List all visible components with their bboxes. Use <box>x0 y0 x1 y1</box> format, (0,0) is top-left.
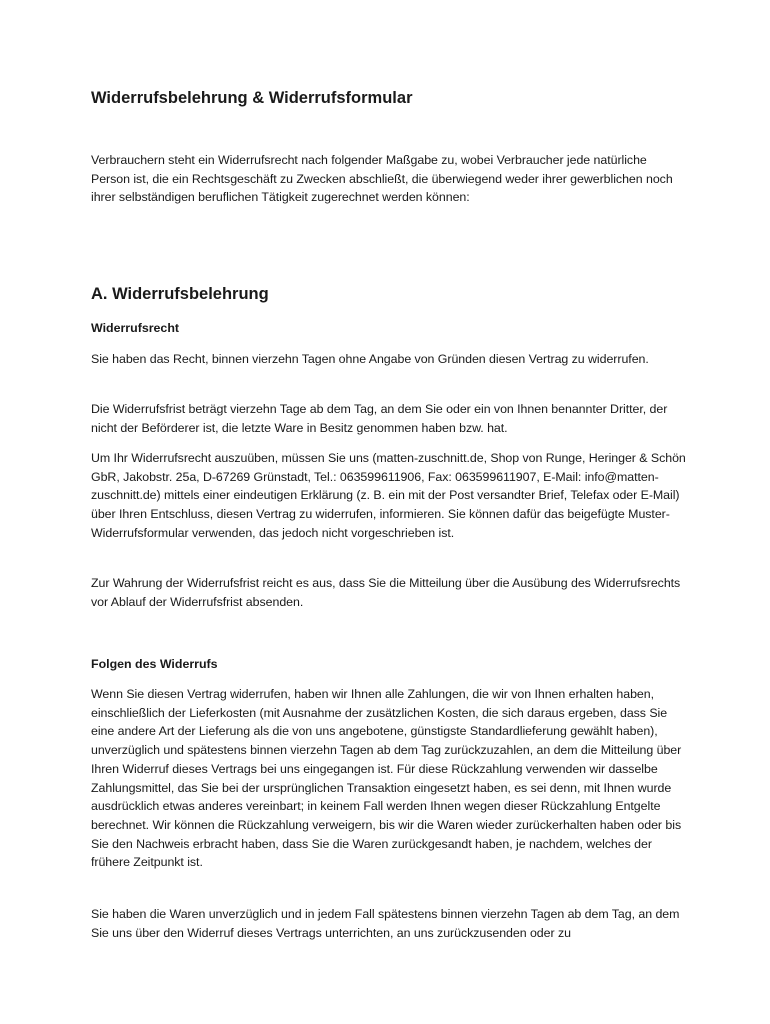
folgen-paragraph-1: Wenn Sie diesen Vertrag widerrufen, haben wir Ihnen alle Zahlungen, die wir von Ihnen erhalten haben, einschließlich der Lieferkosten (mit Ausnahme der zusätzlichen Kosten, die sich daraus ergeben, dass Sie eine andere Art der Lieferung als die von uns angebotene, günstigste Standardlieferung gewählt haben), unverzüglich und spätestens binnen vierzehn Tagen ab dem Tag zurückzuzahlen, an dem die Mitteilung über Ihren Widerruf dieses Vertrags bei uns eingegangen ist. Für diese Rückzahlung verwenden wir dasselbe Zahlungsmittel, das Sie bei der ursprünglichen Transaktion eingesetzt haben, es sei denn, mit Ihnen wurde ausdrücklich etwas anderes vereinbart; in keinem Fall werden Ihnen wegen dieser Rückzahlung Entgelte berechnet. Wir können die Rückzahlung verweigern, bis wir die Waren wieder zurückerhalten haben oder bis Sie den Nachweis erbracht haben, dass Sie die Waren zurückgesandt haben, je nachdem, welches der frühere Zeitpunkt ist. <box>91 687 682 870</box>
section-a-heading: A. Widerrufsbelehrung <box>91 285 269 303</box>
widerrufsrecht-paragraph-3: Um Ihr Widerrufsrecht auszuüben, müssen Sie uns (matten-zuschnitt.de, Shop von Runge, Heringer & Schön GbR, Jakobstr. 25a, D-67269 Grünstadt, Tel.: 063599611906, Fax: 063599611907, E-Mail: info@matten-zuschnitt.de) mittels einer eindeutigen Erklärung (z. B. ein mit der Post versandter Brief, Telefax oder E-Mail) über Ihren Entschluss, diesen Vertrag zu widerrufen, informieren. Sie können dafür das beigefügte Muster-Widerrufsformular verwenden, das jedoch nicht vorgeschrieben ist. <box>91 451 686 540</box>
intro-paragraph: Verbrauchern steht ein Widerrufsrecht nach folgender Maßgabe zu, wobei Verbraucher jede natürliche Person ist, die ein Rechtsgeschäft zu Zwecken abschließt, die überwiegend weder ihrer gewerblichen noch ihrer selbständigen beruflichen Tätigkeit zugerechnet werden können: <box>91 153 673 205</box>
document-title: Widerrufsbelehrung & Widerrufsformular <box>91 89 413 107</box>
folgen-paragraph-2: Sie haben die Waren unverzüglich und in jedem Fall spätestens binnen vierzehn Tagen ab dem Tag, an dem Sie uns über den Widerruf dieses Vertrags unterrichten, an uns zurückzusenden oder zu <box>91 907 680 940</box>
widerrufsrecht-paragraph-4: Zur Wahrung der Widerrufsfrist reicht es aus, dass Sie die Mitteilung über die Ausübung des Widerrufsrechts vor Ablauf der Widerrufsfrist absenden. <box>91 576 681 609</box>
widerrufsrecht-heading: Widerrufsrecht <box>91 321 180 335</box>
widerrufsrecht-paragraph-1: Sie haben das Recht, binnen vierzehn Tagen ohne Angabe von Gründen diesen Vertrag zu widerrufen. <box>91 352 649 366</box>
widerrufsrecht-paragraph-2: Die Widerrufsfrist beträgt vierzehn Tage ab dem Tag, an dem Sie oder ein von Ihnen benannter Dritter, der nicht der Beförderer ist, die letzte Ware in Besitz genommen haben bzw. hat. <box>91 402 668 435</box>
folgen-heading: Folgen des Widerrufs <box>91 657 218 671</box>
